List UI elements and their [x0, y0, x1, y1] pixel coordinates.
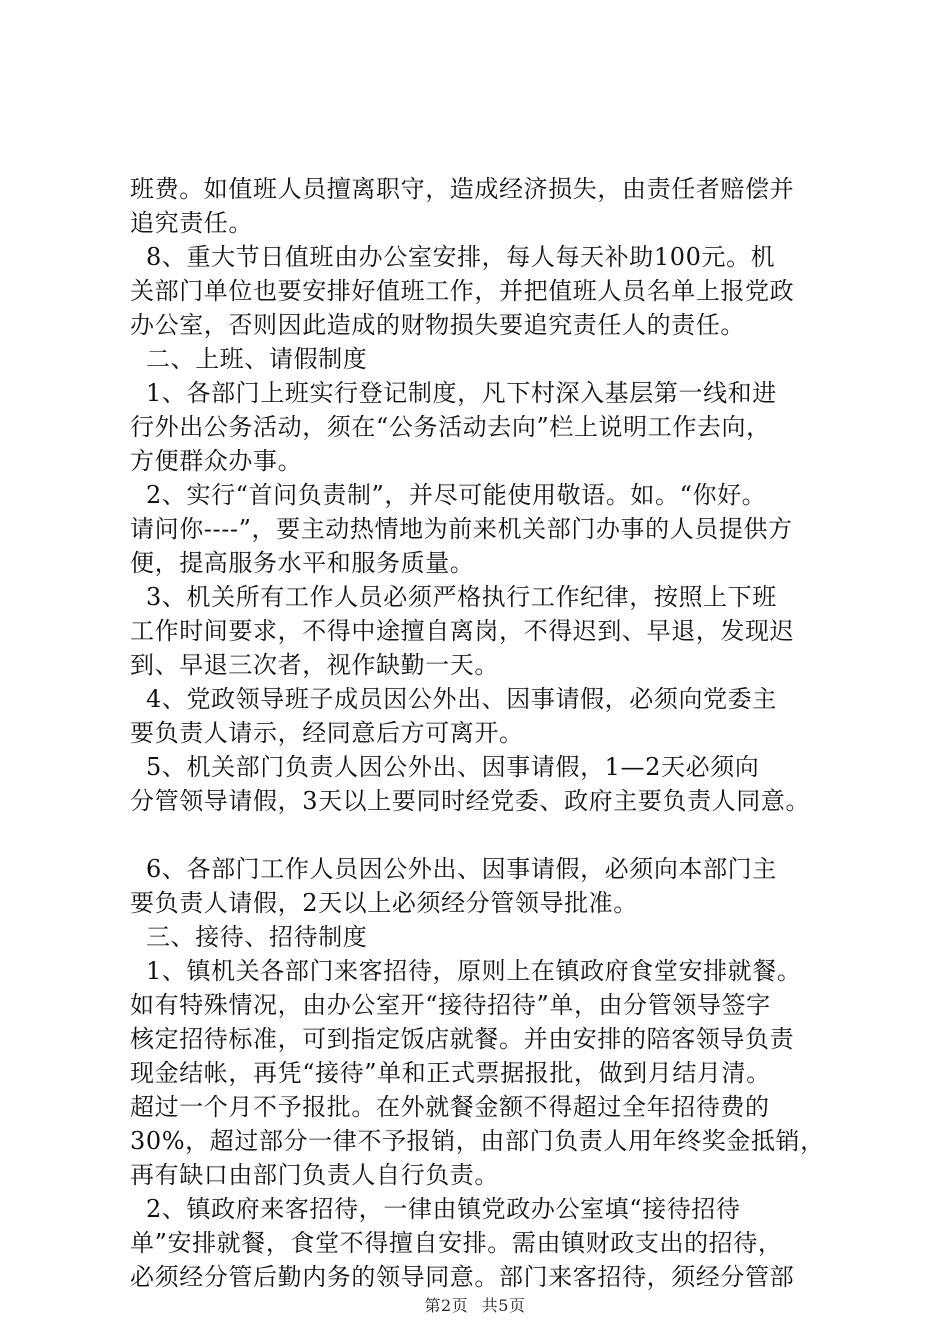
text-line: 再有缺口由部门负责人自行负责。: [130, 1161, 499, 1189]
text-line: 请问你----”，要主动热情地为前来机关部门办事的人员提供方: [130, 515, 793, 543]
text-line: 到、早退三次者，视作缺勤一天。: [130, 651, 499, 679]
text-line: 办公室，否则因此造成的财物损失要追究责任人的责任。: [130, 311, 745, 339]
text-line: 超过一个月不予报批。在外就餐金额不得超过全年招待费的: [130, 1093, 770, 1121]
text-line: 关部门单位也要安排好值班工作，并把值班人员名单上报党政: [130, 277, 795, 305]
text-line: 要负责人请假，2天以上必须经分管领导批准。: [130, 889, 638, 917]
text-line: 现金结帐，再凭“接待”单和正式票据报批，做到月结月清。: [130, 1059, 771, 1087]
text-line: 方便群众办事。: [130, 447, 303, 475]
text-line: 30%，超过部分一律不予报销，由部门负责人用年终奖金抵销，: [130, 1127, 825, 1155]
section-heading: 二、上班、请假制度: [146, 345, 368, 373]
text-line: 2、实行“首问负责制”，并尽可能使用敬语。如。“你好。: [146, 481, 767, 509]
text-line: 如有特殊情况，由办公室开“接待招待”单，由分管领导签字: [130, 991, 771, 1019]
text-line: 5、机关部门负责人因公外出、因事请假，1—2天必须向: [146, 753, 760, 781]
page-number: 第2页: [424, 1296, 469, 1315]
page-total: 共5页: [481, 1296, 526, 1315]
text-line: 4、党政领导班子成员因公外出、因事请假，必须向党委主: [146, 685, 777, 713]
text-line: 单”安排就餐，食堂不得擅自安排。需由镇财政支出的招待，: [130, 1229, 783, 1257]
text-line: 班费。如值班人员擅离职守，造成经济损失，由责任者赔偿并: [130, 175, 795, 203]
text-line: 6、各部门工作人员因公外出、因事请假，必须向本部门主: [146, 855, 777, 883]
text-line: 必须经分管后勤内务的领导同意。部门来客招待，须经分管部: [130, 1263, 795, 1291]
text-line: 2、镇政府来客招待，一律由镇党政办公室填“接待招待: [146, 1195, 741, 1223]
text-line: 核定招待标准，可到指定饭店就餐。并由安排的陪客领导负责: [130, 1025, 795, 1053]
text-line: 8、重大节日值班由办公室安排，每人每天补助100元。机: [146, 243, 776, 271]
text-line: 行外出公务活动，须在“公务活动去向”栏上说明工作去向，: [130, 413, 771, 441]
text-line: 3、机关所有工作人员必须严格执行工作纪律，按照上下班: [146, 583, 777, 611]
text-line: 1、镇机关各部门来客招待，原则上在镇政府食堂安排就餐。: [146, 957, 802, 985]
page-footer: [0, 1296, 950, 1316]
text-line: 工作时间要求，不得中途擅自离岗，不得迟到、早退，发现迟: [130, 617, 795, 645]
text-line: 要负责人请示，经同意后方可离开。: [130, 719, 524, 747]
section-heading: 三、接待、招待制度: [146, 923, 368, 951]
text-line: 便，提高服务水平和服务质量。: [130, 549, 475, 577]
text-line: 分管领导请假，3天以上要同时经党委、政府主要负责人同意。: [130, 787, 811, 815]
text-line: 1、各部门上班实行登记制度，凡下村深入基层第一线和进: [146, 379, 777, 407]
text-line: 追究责任。: [130, 209, 253, 237]
